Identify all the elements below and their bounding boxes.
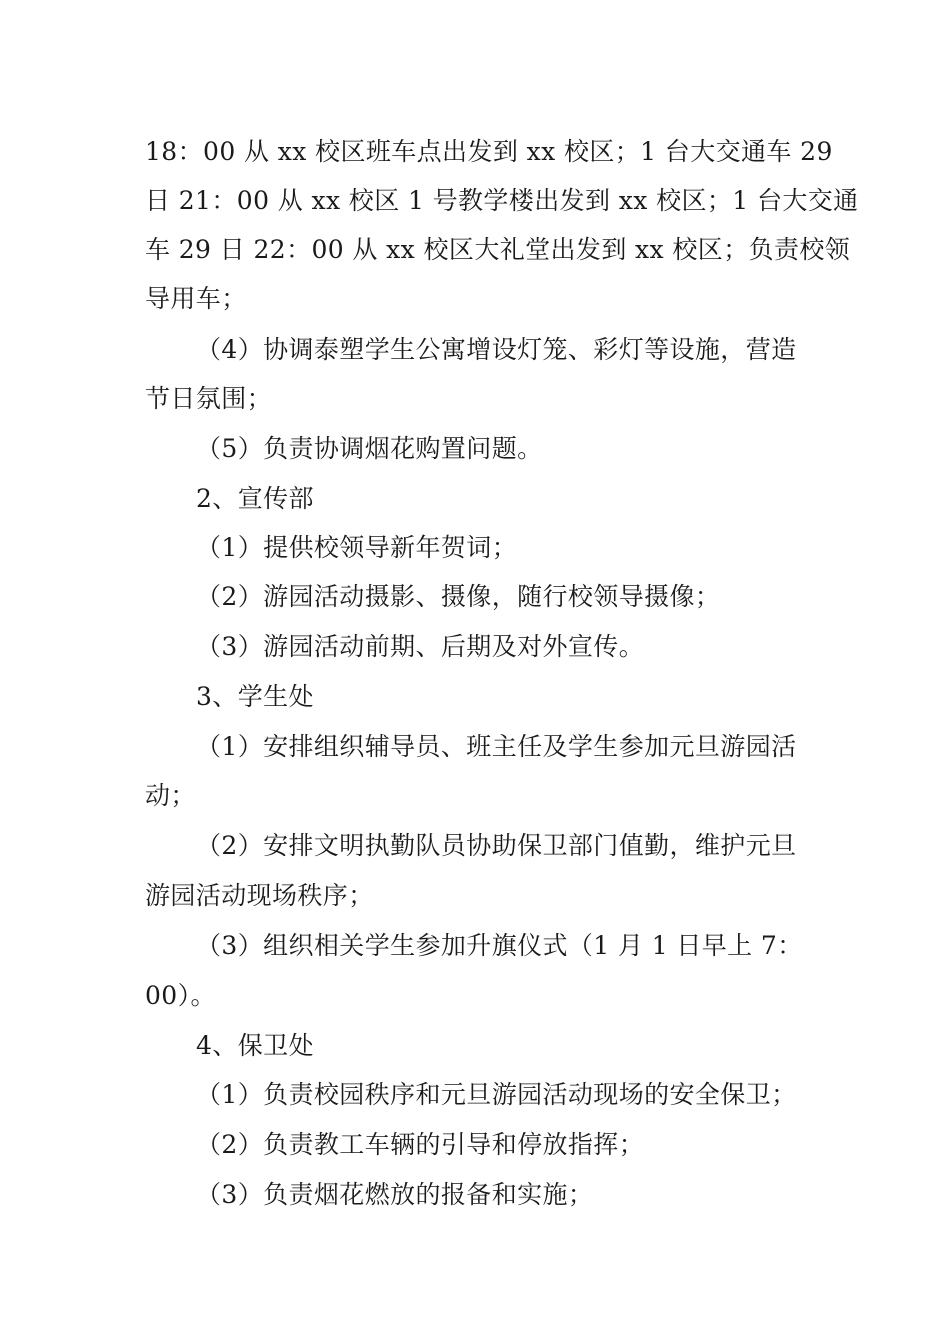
body-text-line: 18：00 从 xx 校区班车点出发到 xx 校区；1 台大交通车 29 [145,137,833,166]
body-text-line: 游园活动现场秩序； [145,881,374,910]
section-heading: 2、宣传部 [196,484,314,513]
list-item-text: （4）协调泰塑学生公寓增设灯笼、彩灯等设施，营造 [196,335,797,364]
body-text-line: 动； [145,781,196,810]
list-item-text: （3）组织相关学生参加升旗仪式（1 月 1 日早上 7： [196,931,803,960]
list-item-text: （1）安排组织辅导员、班主任及学生参加元旦游园活 [196,732,797,761]
list-item-text: （1）负责校园秩序和元旦游园活动现场的安全保卫； [196,1080,797,1109]
list-item-text: （2）负责教工车辆的引导和停放指挥； [196,1130,645,1159]
body-text-line: 00）。 [145,981,216,1010]
body-text-line: 日 21：00 从 xx 校区 1 号教学楼出发到 xx 校区；1 台大交通 [145,186,859,215]
list-item-text: （3）负责烟花燃放的报备和实施； [196,1180,594,1209]
list-item-text: （1）提供校领导新年贺词； [196,533,518,562]
section-heading: 3、学生处 [196,682,314,711]
list-item-text: （3）游园活动前期、后期及对外宣传。 [196,632,645,661]
body-text-line: 车 29 日 22：00 从 xx 校区大礼堂出发到 xx 校区；负责校领 [145,235,851,264]
body-text-line: 节日氛围； [145,384,273,413]
body-text-line: 导用车； [145,284,247,313]
list-item-text: （2）安排文明执勤队员协助保卫部门值勤，维护元旦 [196,831,797,860]
list-item-text: （5）负责协调烟花购置问题。 [196,434,543,463]
section-heading: 4、保卫处 [196,1031,314,1060]
list-item-text: （2）游园活动摄影、摄像，随行校领导摄像； [196,582,721,611]
